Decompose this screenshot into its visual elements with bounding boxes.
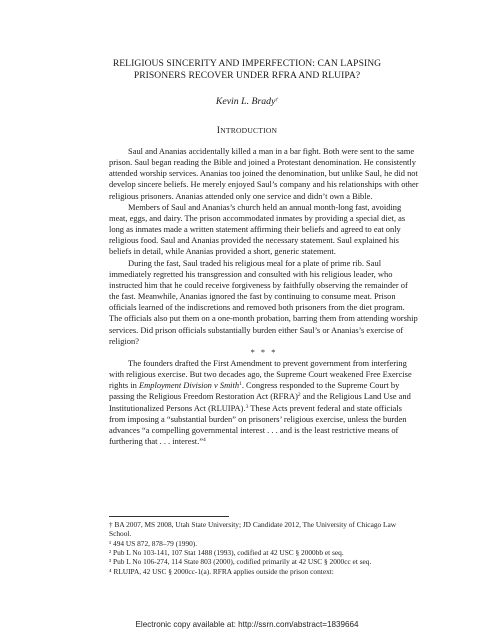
- footnote-3: ³ Pub L No 106-274, 114 State 803 (2000), codified primarily at 42 USC § 2000cc et seq.: [109, 557, 372, 567]
- paragraph-4-part-a: The founders drafted the First Amendment to prevent government from interfering with religious exercise. But two decades ago, the Supreme Court weakened Free Exercise rights in: [109, 357, 412, 391]
- footnote-ref-1: 1: [239, 381, 242, 388]
- title-line-2: PRISONERS RECOVER UNDER RFRA AND RLUIPA?: [133, 70, 361, 81]
- section-heading-rest: NTRODUCTION: [220, 126, 278, 135]
- footnote-ref-2: 2: [297, 392, 301, 399]
- paragraph-2: Members of Saul and Ananias’s church held an annual month-long fast, avoiding meat, eggs, and dairy. The prison accommodated inmates by providing a special diet, as long as inmates made a written statement affirming their beliefs and agreed to eat only religious food. Saul and Ananias provided the necessary statement. Saul explained his beliefs in detail, while Ananias provided a short, generic statement.: [109, 201, 406, 257]
- paragraph-4: [109, 358, 419, 447]
- paragraph-4-part-b: . Congress responded to the Supreme Court by passing the Religious Freedom Restoration Act (RFRA): [109, 380, 400, 402]
- footnote-1: ¹ 494 US 872, 878–79 (1990).: [109, 538, 198, 548]
- author-byline: [60, 96, 434, 107]
- ssrn-footer: Electronic copy available at: http://ssrn.com/abstract=1839664: [135, 620, 359, 629]
- section-break-asterisks: * * *: [250, 346, 278, 357]
- footnote-4: ⁴ RLUIPA, 42 USC § 2000cc-1(a). RFRA applies outside the prison context:: [109, 566, 334, 576]
- section-heading-initial: I: [216, 125, 221, 136]
- author-note-mark: †: [275, 97, 279, 103]
- body-text: [109, 146, 419, 447]
- footnote-ref-3: 3: [245, 403, 249, 410]
- paragraph-4-part-c: and the Religious Land Use and Institutionalized Persons Act (RLUIPA).: [109, 391, 411, 413]
- author-name: Kevin L. Brady: [215, 96, 276, 107]
- footnote-divider: [109, 516, 229, 517]
- section-heading: [60, 125, 434, 136]
- footnotes: [109, 520, 419, 576]
- paragraph-1: Saul and Ananias accidentally killed a man in a bar fight. Both were sent to the same prison. Saul began reading the Bible and joined a Protestant denomination. He consistently attended worship services. Ananias too joined the denomination, but unlike Saul, he did not develop sincere beliefs. He merely enjoyed Saul’s company and his relationships with other religious prisoners. Ananias attended only one service and didn’t own a Bible.: [109, 146, 419, 201]
- footnote-author: † BA 2007, MS 2008, Utah State University; JD Candidate 2012, The University of Chicago Law School.: [109, 520, 397, 539]
- article-title: [60, 58, 434, 82]
- footnote-2: ² Pub L No 103-141, 107 Stat 1488 (1993), codified at 42 USC § 2000bb et seq.: [109, 548, 344, 558]
- footnote-ref-4: 4: [202, 437, 206, 444]
- paragraph-4-part-d: These Acts prevent federal and state officials from imposing a “substantial burden” on prisoners’ religious exercise, unless the burden advances “a compelling governmental interest . . . and is the least restrictive means of furthering that . . . interest.”: [109, 402, 407, 447]
- case-name: Employment Division v Smith: [139, 380, 240, 391]
- paragraph-3: During the fast, Saul traded his religious meal for a plate of prime rib. Saul immediately regretted his transgression and consulted with his religious leader, who instructed him that he could receive forgiveness by faithfully observing the remainder of the fast. Meanwhile, Ananias ignored the fast by continuing to consume meat. Prison officials learned of the indiscretions and removed both prisoners from the diet program. The officials also put them on a one-month probation, barring them from attending worship services. Did prison officials substantially burden either Saul’s or Ananias’s exercise of religion?: [109, 257, 418, 346]
- title-line-1: RELIGIOUS SINCERITY AND IMPERFECTION: CAN LAPSING: [112, 58, 382, 69]
